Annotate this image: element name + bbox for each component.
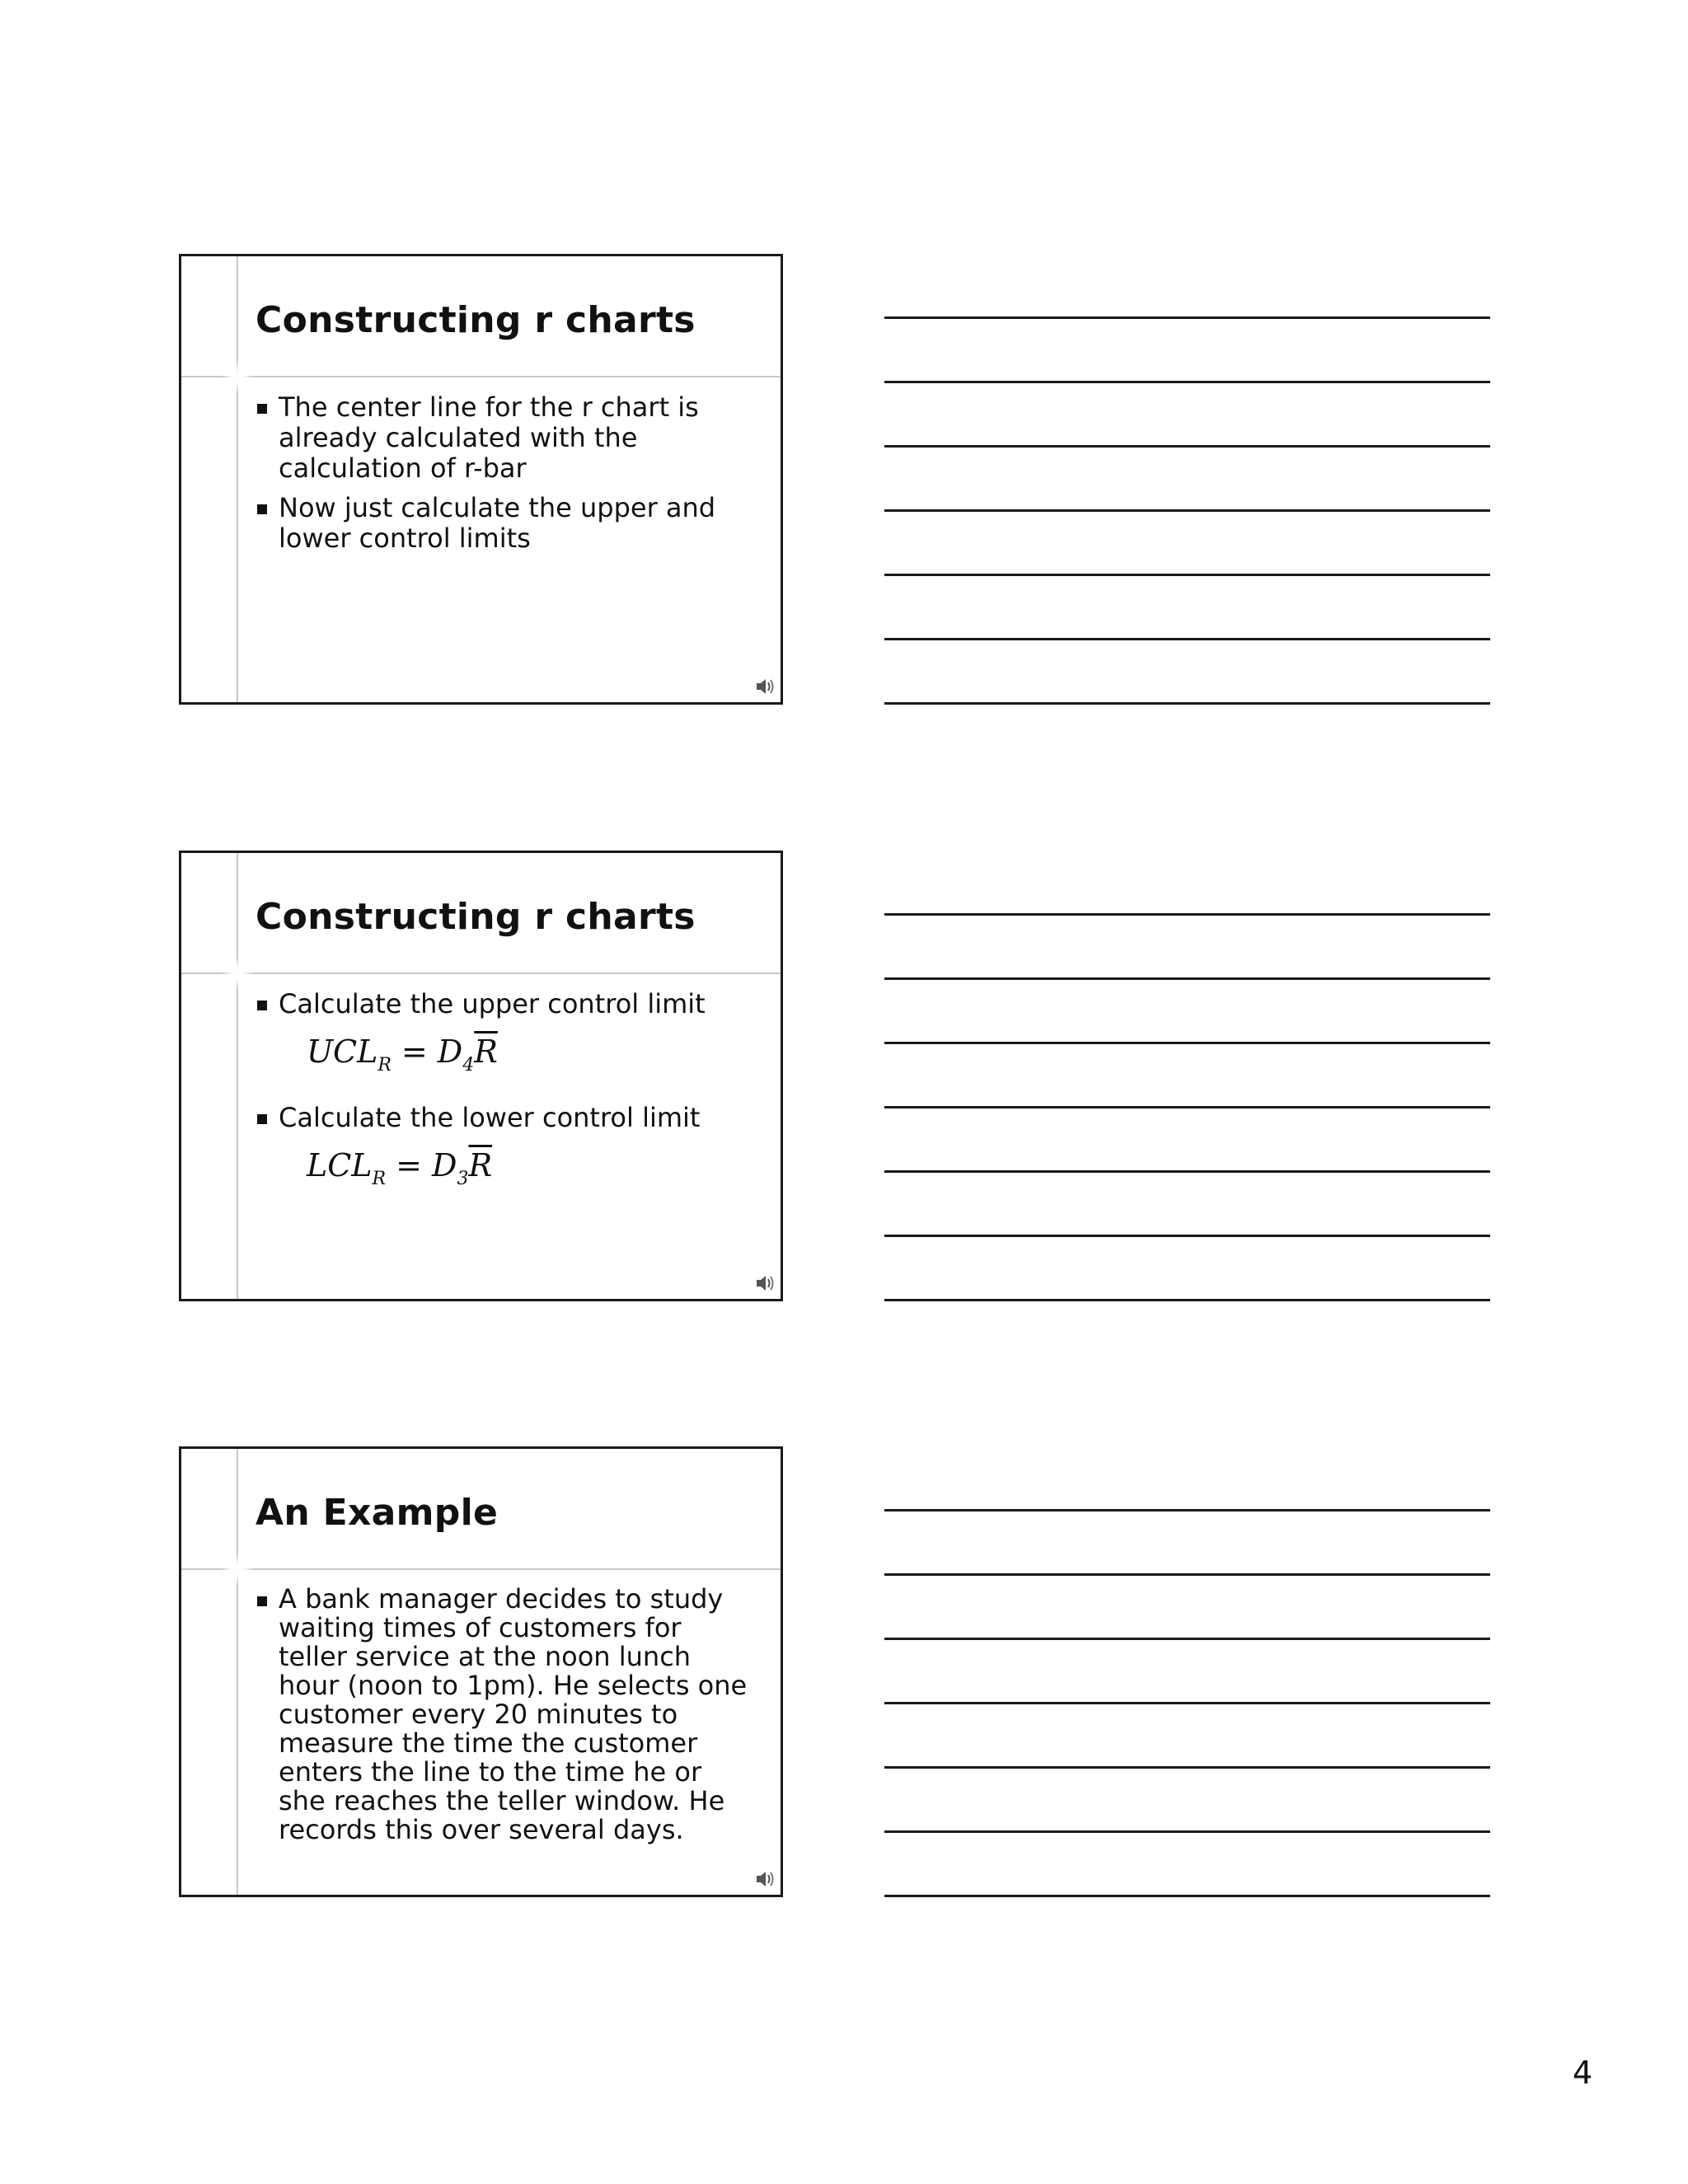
bullet-square-icon — [257, 1114, 267, 1124]
slide-3 — [179, 1446, 783, 1897]
slide-vertical-rule — [237, 1449, 238, 1895]
bullet-square-icon — [257, 1001, 267, 1010]
bullet-item — [256, 1103, 748, 1133]
note-line — [884, 1702, 1490, 1704]
formula-coef-sub: 4 — [462, 1055, 475, 1076]
slide-2 — [179, 851, 783, 1301]
formula-coef: D — [437, 1033, 463, 1070]
notes-lines-2 — [884, 913, 1490, 1301]
formula-equals: = — [396, 1147, 422, 1183]
note-line — [884, 638, 1490, 640]
bullet-item — [256, 493, 748, 554]
slide-title: Constructing r charts — [256, 896, 696, 938]
bullet-text: A bank manager decides to study waiting times of customers for teller service at the noon lunch hour (noon to 1pm). He selects one customer every 20 minutes to measure the time the customer enters the line to the time he or she reaches the teller window. He records this over several days. — [279, 1583, 748, 1845]
formula-lhs-sub: R — [372, 1169, 387, 1189]
note-line — [884, 1235, 1490, 1237]
note-line — [884, 1638, 1490, 1640]
slide-body — [256, 392, 748, 563]
slide-body — [256, 1585, 748, 1854]
notes-lines-1 — [884, 316, 1490, 704]
page-number: 4 — [1573, 2055, 1593, 2091]
bullet-text: The center line for the r chart is already calculated with the calculation of r-bar — [279, 391, 699, 484]
formula-rbar: $\overline{R}$ — [474, 1033, 498, 1070]
note-line — [884, 445, 1490, 448]
note-line — [884, 702, 1490, 705]
bullet-text: Calculate the upper control limit — [279, 988, 706, 1019]
note-line — [884, 913, 1490, 916]
slide-body — [256, 989, 748, 1216]
slide-title: An Example — [256, 1492, 499, 1534]
lcl-formula — [256, 1145, 748, 1200]
note-line — [884, 509, 1490, 512]
note-line — [884, 1509, 1490, 1511]
note-line — [884, 1766, 1490, 1769]
slide-1 — [179, 254, 783, 705]
formula-rbar: $\overline{R}$ — [468, 1147, 493, 1183]
bullet-text: Calculate the lower control limit — [279, 1102, 701, 1133]
slide-horizontal-rule — [181, 376, 781, 377]
formula-lhs: UCL — [307, 1033, 378, 1070]
slide-rule-glow — [221, 360, 254, 393]
note-line — [884, 381, 1490, 383]
notes-lines-3 — [884, 1509, 1490, 1896]
slide-vertical-rule — [237, 256, 238, 702]
slide-vertical-rule — [237, 853, 238, 1299]
formula-coef-sub: 3 — [457, 1169, 469, 1189]
formula-lhs-sub: R — [377, 1055, 392, 1076]
note-line — [884, 1106, 1490, 1108]
slide-title: Constructing r charts — [256, 299, 696, 341]
note-line — [884, 977, 1490, 980]
speaker-icon[interactable] — [754, 1868, 776, 1890]
note-line — [884, 1170, 1490, 1173]
slide-horizontal-rule — [181, 1568, 781, 1570]
speaker-icon[interactable] — [754, 676, 776, 697]
bullet-text: Now just calculate the upper and lower control limits — [279, 492, 716, 554]
slide-horizontal-rule — [181, 972, 781, 974]
formula-lhs: LCL — [307, 1147, 373, 1183]
note-line — [884, 574, 1490, 576]
bullet-item — [256, 989, 748, 1019]
bullet-square-icon — [257, 404, 267, 414]
bullet-square-icon — [257, 504, 267, 514]
note-line — [884, 1895, 1490, 1897]
slide-rule-glow — [221, 1553, 254, 1586]
note-line — [884, 1573, 1490, 1576]
bullet-item — [256, 1585, 748, 1844]
ucl-formula — [256, 1031, 748, 1086]
note-line — [884, 1830, 1490, 1833]
bullet-item — [256, 392, 748, 484]
bullet-square-icon — [257, 1596, 267, 1606]
slide-rule-glow — [221, 957, 254, 990]
note-line — [884, 1299, 1490, 1301]
speaker-icon[interactable] — [754, 1272, 776, 1294]
formula-equals: = — [401, 1033, 428, 1070]
note-line — [884, 316, 1490, 319]
formula-coef: D — [431, 1147, 457, 1183]
note-line — [884, 1042, 1490, 1044]
